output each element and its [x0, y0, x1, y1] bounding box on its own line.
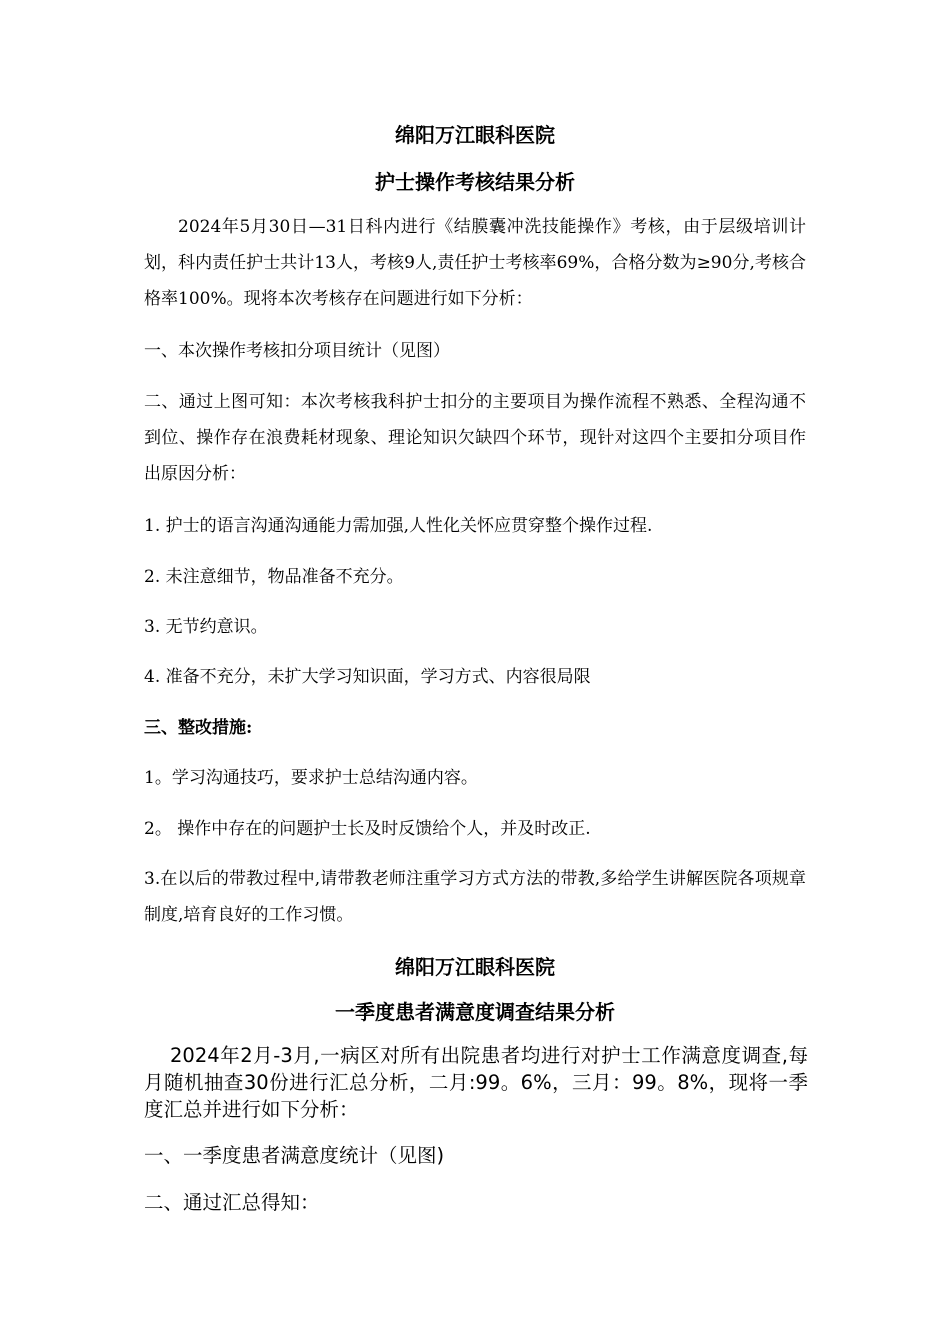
exam-analysis-title: 护士操作考核结果分析	[375, 170, 575, 194]
cause-item: 3. 无节约意识。	[144, 617, 268, 637]
satisfaction-intro-paragraph: 2024年2月-3月,一病区对所有出院患者均进行对护士工作满意度调查,每月随机抽查30份进行汇总分析，二月:99。6%，三月：99。8%，现将一季度汇总并进行如下分析：	[144, 1044, 808, 1121]
measure-item: 1。学习沟通技巧，要求护士总结沟通内容。	[144, 768, 478, 788]
measures-heading: 三、整改措施:	[144, 718, 253, 738]
cause-item: 2. 未注意细节，物品准备不充分。	[144, 567, 404, 587]
analysis-paragraph: 二、通过上图可知：本次考核我科护士扣分的主要项目为操作流程不熟悉、全程沟通不到位、操作存在浪费耗材现象、理论知识欠缺四个环节，现针对这四个主要扣分项目作出原因分析：	[144, 392, 806, 484]
summary-item: 二、通过汇总得知：	[144, 1191, 320, 1214]
cause-item: 4. 准备不充分，未扩大学习知识面，学习方式、内容很局限	[144, 667, 591, 687]
cause-item: 1. 护士的语言沟通沟通能力需加强,人性化关怀应贯穿整个操作过程.	[144, 516, 653, 536]
deduction-statistics-item: 一、本次操作考核扣分项目统计（见图）	[144, 341, 450, 361]
measure-item: 3.在以后的带教过程中,请带教老师注重学习方式方法的带教,多给学生讲解医院各项规章制度,培育良好的工作习惯。	[144, 869, 806, 925]
exam-intro-paragraph: 2024年5月30日—31日科内进行《结膜囊冲洗技能操作》考核，由于层级培训计划，科内责任护士共计13人，考核9人,责任护士考核率69%，合格分数为≥90分,考核合格率100%。现将本次考核存在问题进行如下分析：	[144, 217, 806, 309]
measure-item: 2。 操作中存在的问题护士长及时反馈给个人，并及时改正.	[144, 819, 591, 839]
hospital-name-heading: 绵阳万江眼科医院	[395, 123, 555, 147]
satisfaction-statistics-item: 一、一季度患者满意度统计（见图)	[144, 1144, 445, 1167]
hospital-name-heading: 绵阳万江眼科医院	[395, 955, 555, 979]
satisfaction-analysis-title: 一季度患者满意度调查结果分析	[335, 1000, 615, 1024]
